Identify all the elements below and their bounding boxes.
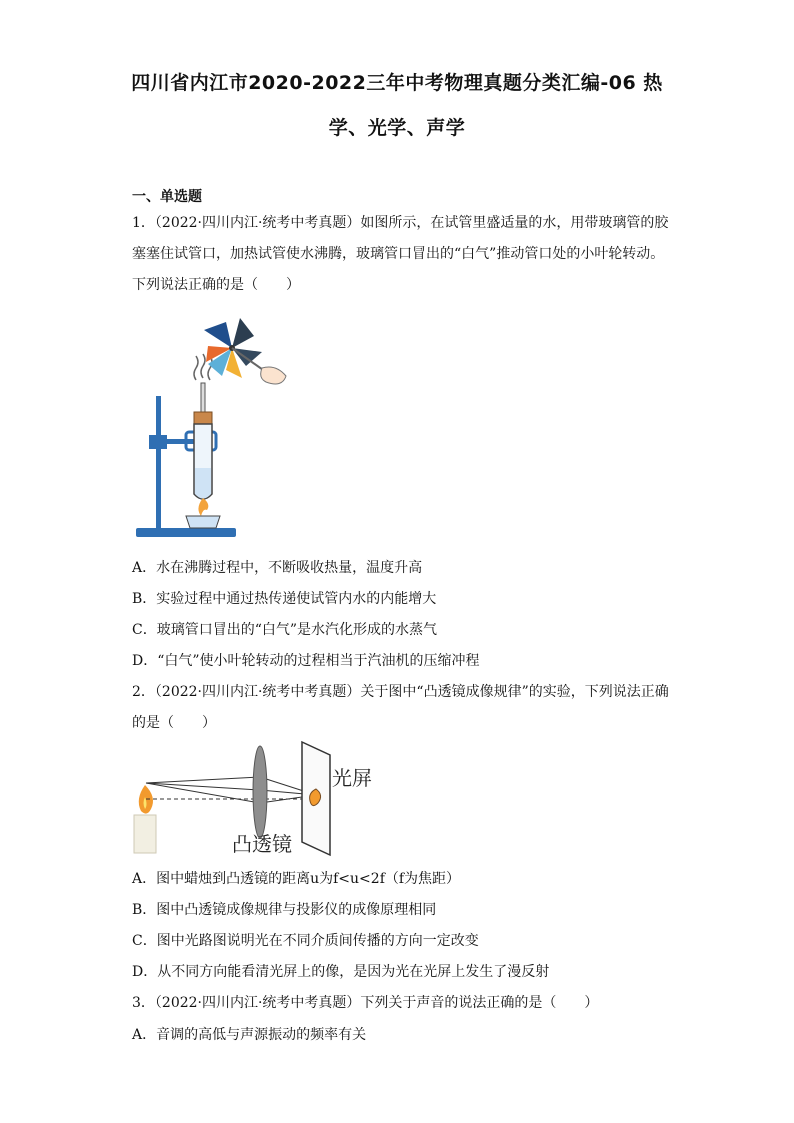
convex-lens-figure [132, 737, 392, 859]
q1-option-a: A．水在沸腾过程中，不断吸收热量，温度升高 [132, 560, 423, 576]
q2-option-c: C．图中光路图说明光在不同介质间传播的方向一定改变 [132, 933, 479, 949]
q1-option-b: B．实验过程中通过热传递使试管内水的内能增大 [132, 591, 437, 607]
document-title-line1: 四川省内江市2020-2022三年中考物理真题分类汇编-06 热 [131, 72, 663, 94]
q1-stem-line2: 塞塞住试管口，加热试管使水沸腾，玻璃管口冒出的“白气”推动管口处的小叶轮转动。 [132, 246, 665, 262]
boiling-tube-pinwheel-figure [132, 318, 302, 548]
q2-stem-line2: 的是（ ） [132, 715, 216, 731]
section-heading: 一、单选题 [132, 189, 202, 205]
stand-rod [156, 396, 161, 530]
q1-stem-line3: 下列说法正确的是（ ） [132, 277, 300, 293]
candle [134, 815, 156, 853]
q1-option-c: C．玻璃管口冒出的“白气”是水汽化形成的水蒸气 [132, 622, 438, 638]
label-lens: 凸透镜 [232, 832, 292, 856]
pinwheel-icon [204, 318, 286, 384]
stand-base [136, 528, 236, 537]
q2-option-d: D．从不同方向能看清光屏上的像，是因为光在光屏上发生了漫反射 [132, 964, 550, 980]
q2-stem-line1: 2．（2022·四川内江·统考中考真题）关于图中“凸透镜成像规律”的实验，下列说法正确 [132, 684, 669, 700]
document-title-line2: 学、光学、声学 [328, 117, 466, 139]
q3-option-a: A．音调的高低与声源振动的频率有关 [132, 1027, 367, 1043]
q2-option-a: A．图中蜡烛到凸透镜的距离u为f<u<2f（f为焦距） [132, 871, 461, 887]
lens [253, 746, 267, 838]
label-screen: 光屏 [332, 766, 372, 790]
q2-option-b: B．图中凸透镜成像规律与投影仪的成像原理相同 [132, 902, 437, 918]
q1-stem-line1: 1．（2022·四川内江·统考中考真题）如图所示，在试管里盛适量的水，用带玻璃管的胶 [132, 215, 669, 231]
q3-stem-line1: 3．（2022·四川内江·统考中考真题）下列关于声音的说法正确的是（ ） [132, 995, 599, 1011]
q1-option-d: D．“白气”使小叶轮转动的过程相当于汽油机的压缩冲程 [132, 653, 480, 669]
